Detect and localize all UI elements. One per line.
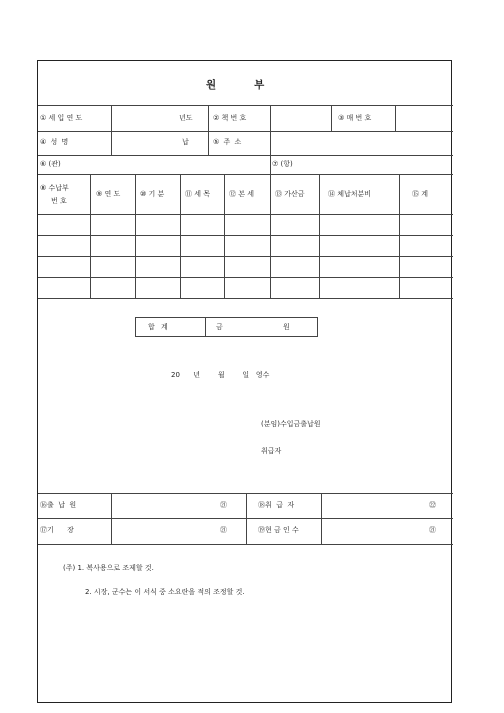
row1-div4 [331,105,332,131]
fiscal-year-unit: 년도 [179,114,193,122]
receipt-handler: 취급자 [261,447,282,455]
form-title: 원부 [206,79,303,91]
rule-table-bottom [38,298,453,299]
receipt-date-line: 20 년 월 일 영수 [171,371,270,379]
ledger-form [37,60,452,703]
row1-div1 [111,105,112,131]
rule-under-title [38,105,453,106]
rule-data3 [38,277,453,278]
cash-receipt-label: ⑲현 금 인 수 [258,526,299,534]
handler-label: ⑱취 급 자 [258,501,295,509]
table-div6 [319,174,320,298]
bottom-div1 [111,493,112,544]
sheet-number-label: ③ 매 번 호 [338,114,372,122]
header-period: ⑩ 기 분 [140,190,165,198]
header-tax-item: ⑪ 세 목 [185,190,210,198]
header-principal-tax: ⑫ 본 세 [229,190,254,198]
header-receipt-no-2: 번 호 [51,197,67,205]
name-label: ④ 성 명 [40,138,70,146]
note-2: 2. 시장, 군수는 이 서식 중 소요란을 적의 조정할 것. [85,588,245,596]
account-label: ⑥ (관) [40,160,61,168]
table-div5 [270,174,271,298]
sum-box-divider [205,318,206,337]
cashier-seal: ㉑ [220,501,227,509]
book-number-label: ② 책 번 호 [213,114,247,122]
header-year: ⑨ 연 도 [96,190,121,198]
bottom-div2 [246,493,247,544]
bottom-div3 [321,493,322,544]
row1-div2 [208,105,209,131]
rule-row3-bottom [38,174,453,175]
rule-row2-bottom [38,155,453,156]
item-label: ⑦ (항) [272,160,293,168]
row3-div [270,155,271,174]
handler-seal: ㉒ [429,501,436,509]
table-div2 [135,174,136,298]
row1-div5 [395,105,396,131]
note-1: (주) 1. 복사용으로 조제할 것. [63,564,154,572]
rule-bottom-end [38,544,453,545]
amount-label: 금 [216,323,223,331]
table-div4 [224,174,225,298]
bookkeeper-seal: ㉑ [220,526,227,534]
table-div3 [180,174,181,298]
rule-header-bottom [38,214,453,215]
won-unit: 원 [283,323,290,331]
cashier-label: ⑯출 납 원 [40,501,77,509]
rule-row1-bottom [38,131,453,132]
row2-div2 [208,131,209,155]
sum-label: 합 계 [148,323,170,331]
cash-receipt-seal: ㉑ [429,526,436,534]
rule-data2 [38,256,453,257]
table-div7 [399,174,400,298]
bookkeeper-label: ⑰기 장 [40,526,74,534]
header-receipt-no: ⑧ 수납부 [40,184,69,192]
header-penalty: ⑬ 가산금 [275,190,305,198]
header-total: ⑮ 계 [412,190,428,198]
row2-div1 [111,131,112,155]
rule-data1 [38,235,453,236]
sum-box [135,317,318,337]
payment-unit: 납 [182,138,189,146]
fiscal-year-label: ① 세 입 연 도 [40,114,83,122]
receipt-org: (분임)수입금출납원 [261,420,321,428]
row2-div3 [270,131,271,155]
header-disposition-cost: ⑭ 체납처분비 [328,190,372,198]
row1-div3 [270,105,271,131]
table-div1 [90,174,91,298]
address-label: ⑤ 주 소 [213,138,243,146]
